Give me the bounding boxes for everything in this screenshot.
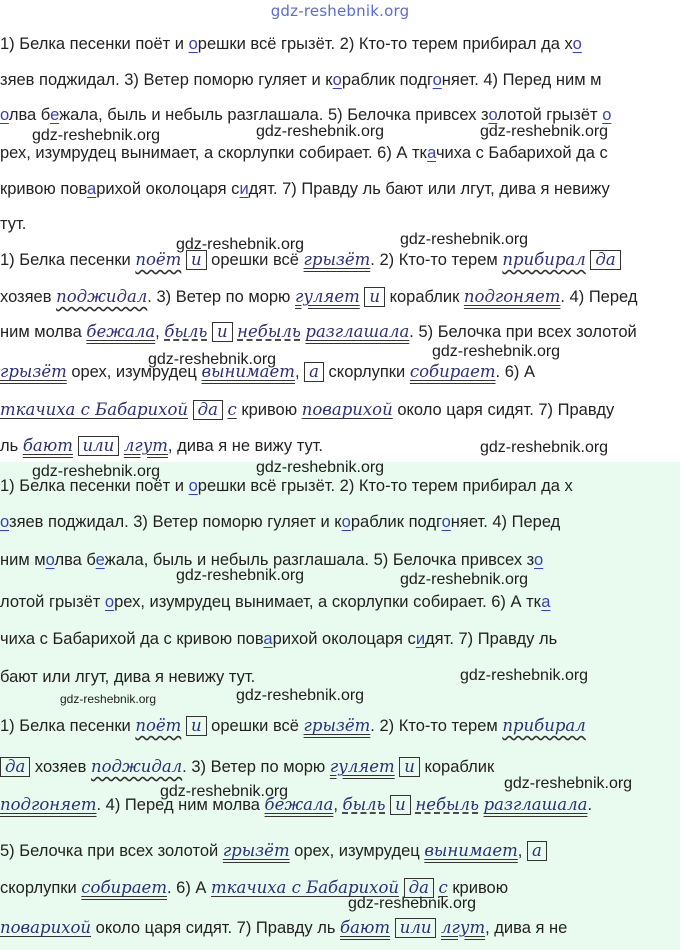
text-line: кривою поварихой околоцаря сидят. 7) Правду ль бают или лгут, дива я невижу bbox=[0, 180, 610, 198]
text-line: ним молва бежала, быль и небыль разглашала. 5) Белочка привсех зо bbox=[0, 551, 544, 569]
site-header: gdz-reshebnik.org bbox=[270, 2, 410, 20]
text-line: чиха с Бабарихой да с кривою поварихой околоцаря сидят. 7) Правду ль bbox=[0, 630, 558, 648]
text-line: ль бают или лгут, дива я не вижу тут. bbox=[0, 436, 324, 455]
text-line: рех, изумрудец вынимает, а скорлупки собирает. 6) А ткачиха с Бабарихой да с bbox=[0, 144, 608, 162]
text-line: 1) Белка песенки поёт и орешки всё грызёт. 2) Кто-то терем прибирал да хо bbox=[0, 35, 582, 53]
text-line: подгоняет. 4) Перед ним молва бежала, быль и небыль разглашала. bbox=[0, 795, 593, 814]
watermark: gdz-reshebnik.org bbox=[176, 236, 305, 253]
watermark: gdz-reshebnik.org bbox=[432, 343, 561, 360]
text-line: зяев поджидал. 3) Ветер поморю гуляет и кораблик подгоняет. 4) Перед ним м bbox=[0, 71, 602, 89]
watermark: gdz-reshebnik.org bbox=[400, 231, 529, 248]
text-line: бают или лгут, дива я невижу тут. bbox=[0, 668, 256, 686]
text-line: 1) Белка песенки поёт и орешки всё грызёт. 2) Кто-то терем прибирал да bbox=[0, 250, 621, 270]
watermark: gdz-reshebnik.org bbox=[32, 463, 161, 480]
text-line: ним молва бежала, быль и небыль разглашала. 5) Белочка при всех золотой bbox=[0, 322, 637, 341]
watermark: gdz-reshebnik.org bbox=[400, 571, 529, 588]
watermark: gdz-reshebnik.org bbox=[256, 123, 385, 140]
text-line: олва бежала, быль и небыль разглашала. 5) Белочка привсех золотой грызёт о bbox=[0, 106, 612, 124]
watermark: gdz-reshebnik.org bbox=[148, 351, 277, 368]
answer-background bbox=[0, 462, 680, 950]
watermark: gdz-reshebnik.org bbox=[236, 687, 365, 704]
text-line: 1) Белка песенки поёт и орешки всё грызёт. 2) Кто-то терем прибирал bbox=[0, 716, 586, 735]
text-line: озяев поджидал. 3) Ветер поморю гуляет и кораблик подгоняет. 4) Перед bbox=[0, 513, 561, 531]
watermark: gdz-reshebnik.org bbox=[480, 439, 609, 456]
text-line: хозяев поджидал. 3) Ветер по морю гуляет и кораблик подгоняет. 4) Перед bbox=[0, 287, 638, 306]
watermark: gdz-reshebnik.org bbox=[60, 692, 157, 706]
watermark: gdz-reshebnik.org bbox=[504, 775, 633, 792]
text-line: лотой грызёт орех, изумрудец вынимает, а скорлупки собирает. 6) А тка bbox=[0, 593, 551, 611]
watermark: gdz-reshebnik.org bbox=[348, 895, 477, 912]
text-line: 1) Белка песенки поёт и орешки всё грызёт. 2) Кто-то терем прибирал да х bbox=[0, 477, 573, 495]
watermark: gdz-reshebnik.org bbox=[176, 567, 305, 584]
text-line: грызёт орех, изумрудец вынимает, а скорлупки собирает. 6) А bbox=[0, 362, 535, 381]
text-line: тут. bbox=[0, 215, 27, 233]
watermark: gdz-reshebnik.org bbox=[480, 123, 609, 140]
watermark: gdz-reshebnik.org bbox=[256, 459, 385, 476]
text-line: 5) Белочка при всех золотой грызёт орех, изумрудец вынимает, а bbox=[0, 841, 547, 861]
text-line: скорлупки собирает. 6) А ткачиха с Бабарихой да с кривою bbox=[0, 878, 509, 897]
watermark: gdz-reshebnik.org bbox=[32, 127, 161, 144]
watermark: gdz-reshebnik.org bbox=[460, 667, 589, 684]
text-line: ткачиха с Бабарихой да с кривою поварихой около царя сидят. 7) Правду bbox=[0, 400, 615, 419]
text-line: поварихой около царя сидят. 7) Правду ль бают или лгут, дива я не bbox=[0, 918, 568, 937]
text-line: да хозяев поджидал. 3) Ветер по морю гуляет и кораблик bbox=[0, 757, 494, 777]
watermark: gdz-reshebnik.org bbox=[160, 783, 289, 800]
